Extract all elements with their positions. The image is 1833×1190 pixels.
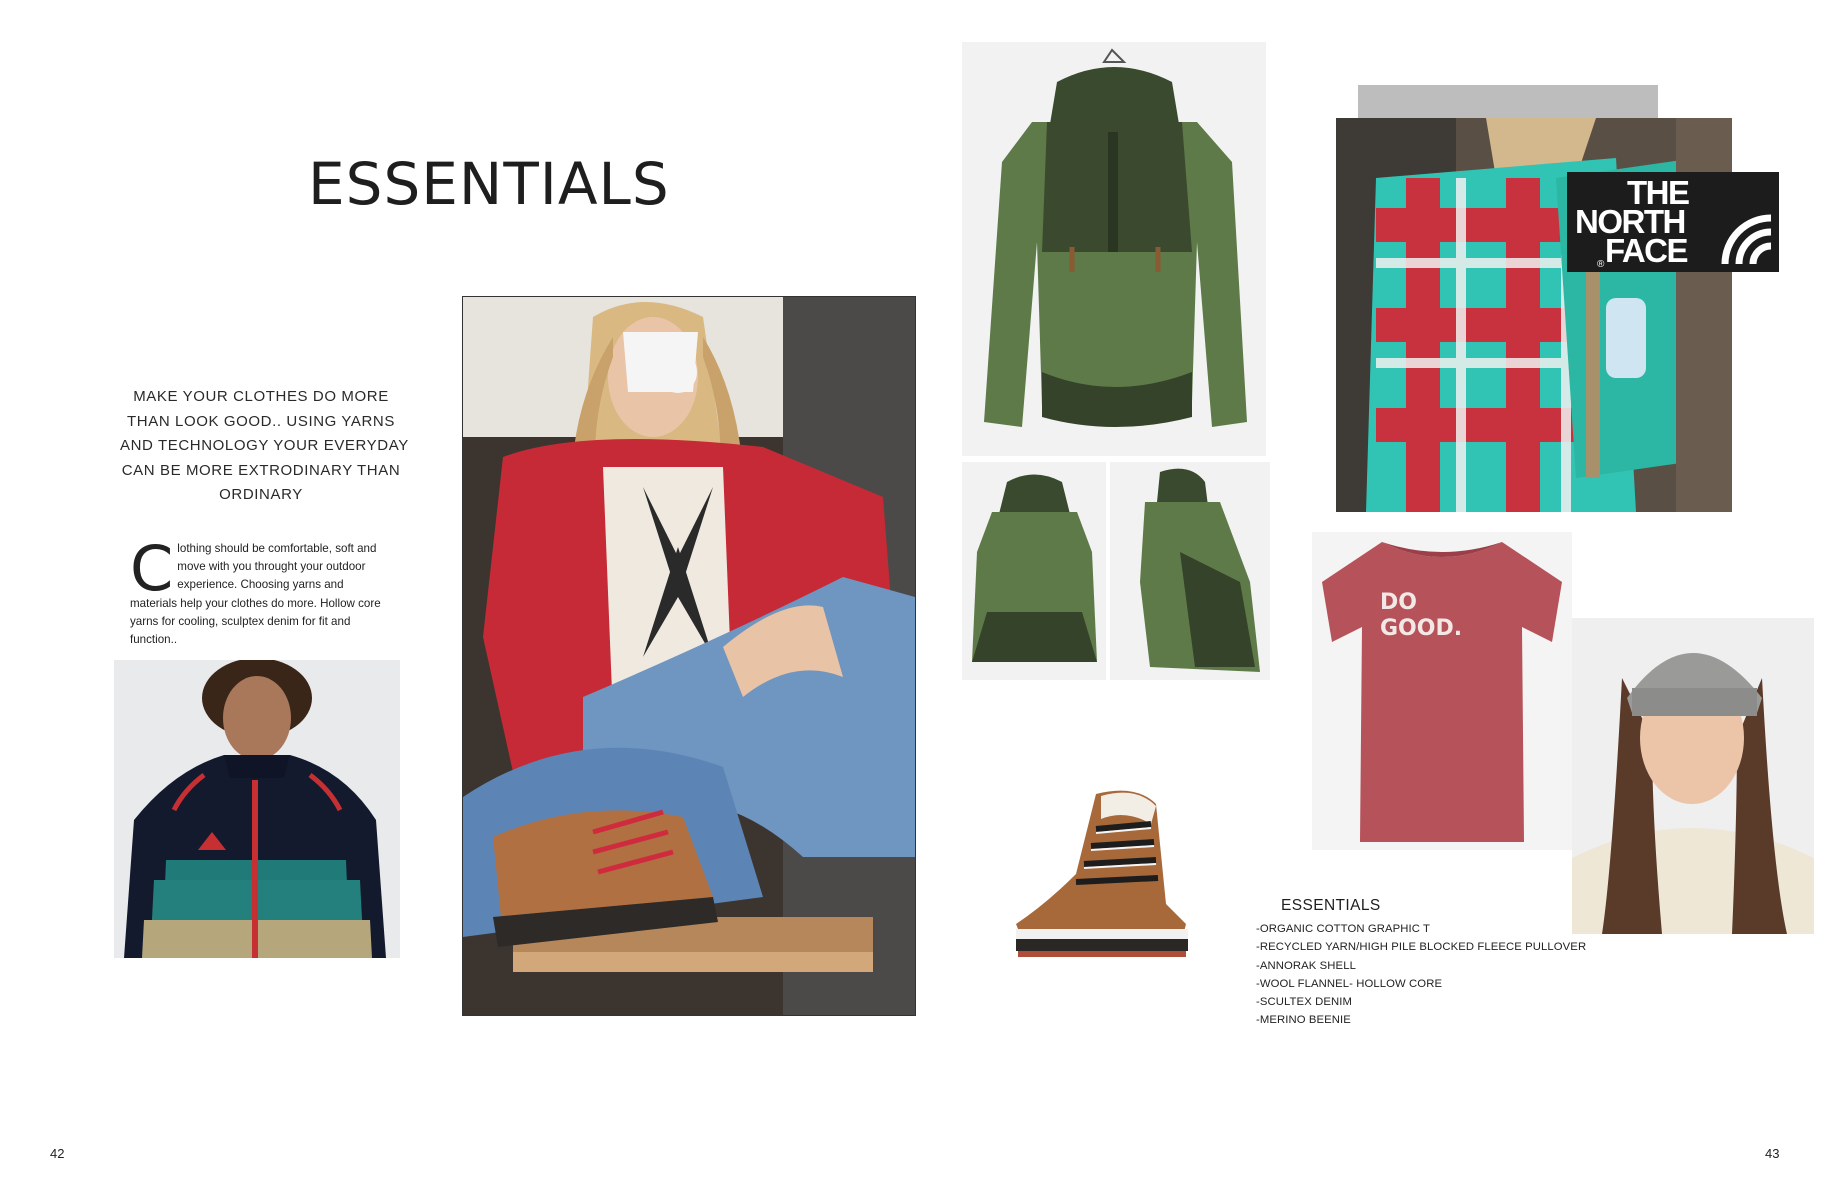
list-item: -SCULTEX DENIM	[1256, 996, 1352, 1009]
essentials-list-title: ESSENTIALS	[1281, 897, 1381, 914]
hiking-boot-photo	[1006, 784, 1196, 964]
body-text: lothing should be comfortable, soft and move with you throught your outdoor experience. Choosing yarns and materials help your clothes do more. Hollow core yarns for cooling, sculptex denim for fit and function..	[130, 542, 381, 647]
page-title: ESSENTIALS	[308, 150, 670, 218]
logo-line: NORTH	[1575, 203, 1685, 240]
half-dome-icon	[1721, 208, 1773, 266]
tagline-line: CAN BE MORE EXTRODINARY THAN	[121, 461, 401, 479]
list-item: -RECYCLED YARN/HIGH PILE BLOCKED FLEECE PULLOVER	[1256, 941, 1587, 954]
tagline-line: MAKE YOUR CLOTHES DO MORE	[133, 388, 389, 405]
gray-bar	[1358, 85, 1658, 118]
tee-print	[1380, 590, 1462, 642]
tagline	[120, 385, 409, 508]
tee-print-line: GOOD.	[1380, 616, 1463, 641]
main-lifestyle-photo	[462, 296, 916, 1016]
list-item: -ANNORAK SHELL	[1256, 959, 1356, 972]
list-item: -MERINO BEENIE	[1256, 1014, 1351, 1027]
tagline-line: AND TECHNOLOGY YOUR EVERYDAY	[120, 437, 409, 454]
right-page-number: 43	[1765, 1146, 1780, 1161]
list-item: -ORGANIC COTTON GRAPHIC T	[1256, 923, 1431, 935]
logo-line: THE	[1627, 174, 1689, 211]
essentials-list	[1256, 920, 1586, 1030]
merino-beanie-photo	[1572, 618, 1814, 934]
graphic-tee-photo	[1312, 532, 1572, 850]
tagline-line: THAN LOOK GOOD.. USING YARNS	[127, 412, 395, 430]
drop-cap: C	[130, 532, 174, 605]
logo-line: FACE	[1605, 232, 1688, 269]
body-paragraph	[130, 532, 392, 649]
tee-print-line: DO	[1380, 590, 1417, 615]
fleece-pullover-photo	[114, 660, 400, 958]
registered-mark: ®	[1597, 259, 1605, 270]
north-face-logo	[1567, 172, 1779, 272]
anorak-front-photo	[962, 42, 1266, 456]
tagline-line: ORDINARY	[219, 486, 303, 503]
anorak-back-photo	[962, 462, 1106, 680]
list-item: -WOOL FLANNEL- HOLLOW CORE	[1256, 977, 1443, 990]
left-page-number: 42	[50, 1146, 65, 1161]
anorak-side-photo	[1110, 462, 1270, 680]
